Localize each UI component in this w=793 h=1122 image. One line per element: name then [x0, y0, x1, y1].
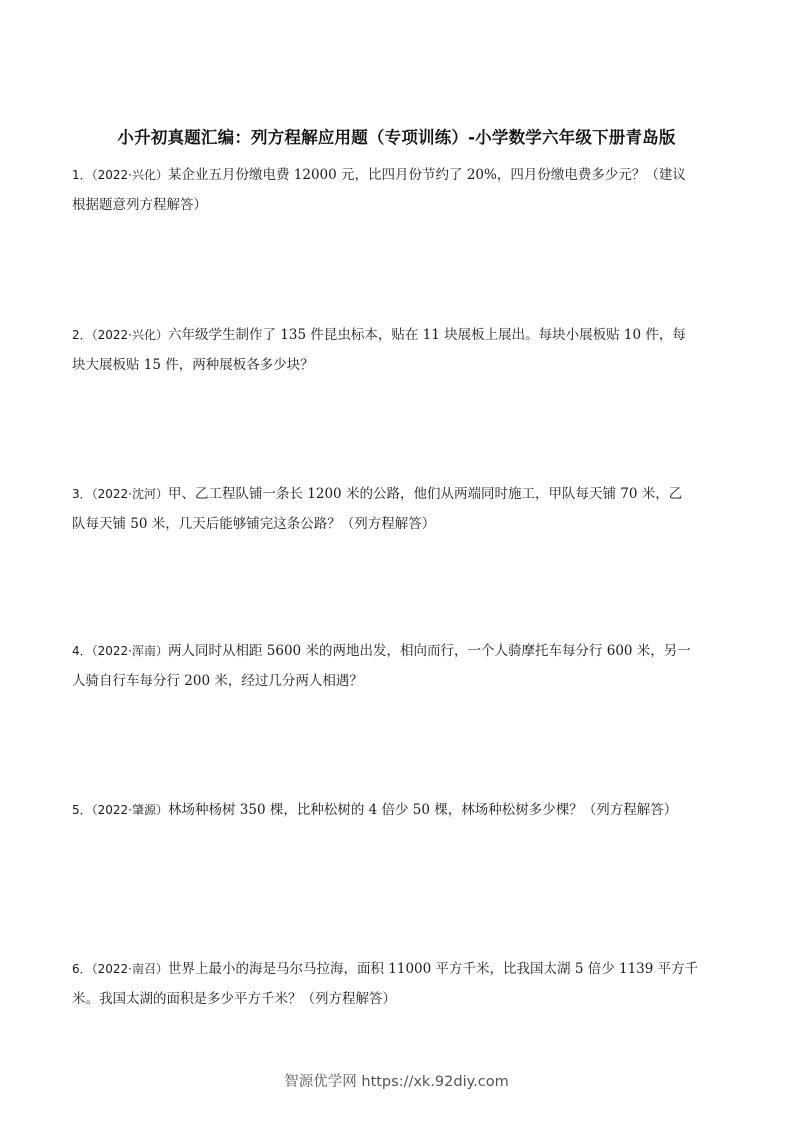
question-text: 六年级学生制作了 135 件昆虫标本，贴在 11 块展板上展出。每块小展板贴 10 件，每	[168, 327, 686, 343]
question-source: （2022·兴化）	[91, 328, 168, 342]
question-5	[72, 795, 724, 825]
question-line: 块大展板贴 15 件，两种展板各多少块？	[72, 357, 314, 373]
question-number: 1．	[72, 168, 92, 182]
question-line: 人骑自行车每分行 200 米，经过几分两人相遇？	[72, 673, 363, 689]
question-source: （2022·兴化）	[91, 168, 168, 182]
question-line	[72, 479, 724, 509]
question-source: （2022·南召）	[91, 962, 168, 976]
question-number: 2．	[72, 328, 92, 342]
question-number: 3．	[72, 487, 92, 501]
question-number: 4．	[72, 644, 92, 658]
question-text: 世界上最小的海是马尔马拉海，面积 11000 平方千米，比我国太湖 5 倍少 1139 平方千	[168, 961, 699, 977]
question-4	[72, 636, 724, 696]
question-3	[72, 479, 724, 539]
question-text: 两人同时从相距 5600 米的两地出发，相向而行，一个人骑摩托车每分行 600 米，另一	[168, 643, 691, 659]
question-line: 根据题意列方程解答）	[72, 197, 207, 213]
question-source: （2022·肇源）	[91, 803, 168, 817]
question-source: （2022·沈河）	[91, 487, 168, 501]
question-text: 林场种杨树 350 棵，比种松树的 4 倍少 50 棵，林场种松树多少棵？（列方程解答）	[168, 802, 678, 818]
question-line	[72, 160, 724, 190]
question-number: 5．	[72, 803, 92, 817]
page-title: 小升初真题汇编：列方程解应用题（专项训练）-小学数学六年级下册青岛版	[117, 128, 676, 147]
question-number: 6．	[72, 962, 92, 976]
question-1	[72, 160, 724, 220]
question-line	[72, 954, 724, 984]
footer-watermark: 智源优学网 https://xk.92diy.com	[284, 1074, 509, 1090]
question-source: （2022·浑南）	[91, 644, 168, 658]
question-line	[72, 320, 724, 350]
question-2	[72, 320, 724, 380]
question-line: 米。我国太湖的面积是多少平方千米？（列方程解答）	[72, 991, 396, 1007]
question-text: 某企业五月份缴电费 12000 元，比四月份节约了 20%，四月份缴电费多少元？（建议	[168, 167, 686, 183]
question-line	[72, 795, 724, 825]
question-line: 队每天铺 50 米，几天后能够铺完这条公路？（列方程解答）	[72, 516, 436, 532]
question-6	[72, 954, 724, 1014]
question-line	[72, 636, 724, 666]
question-text: 甲、乙工程队铺一条长 1200 米的公路，他们从两端同时施工，甲队每天铺 70 米，乙	[168, 486, 683, 502]
